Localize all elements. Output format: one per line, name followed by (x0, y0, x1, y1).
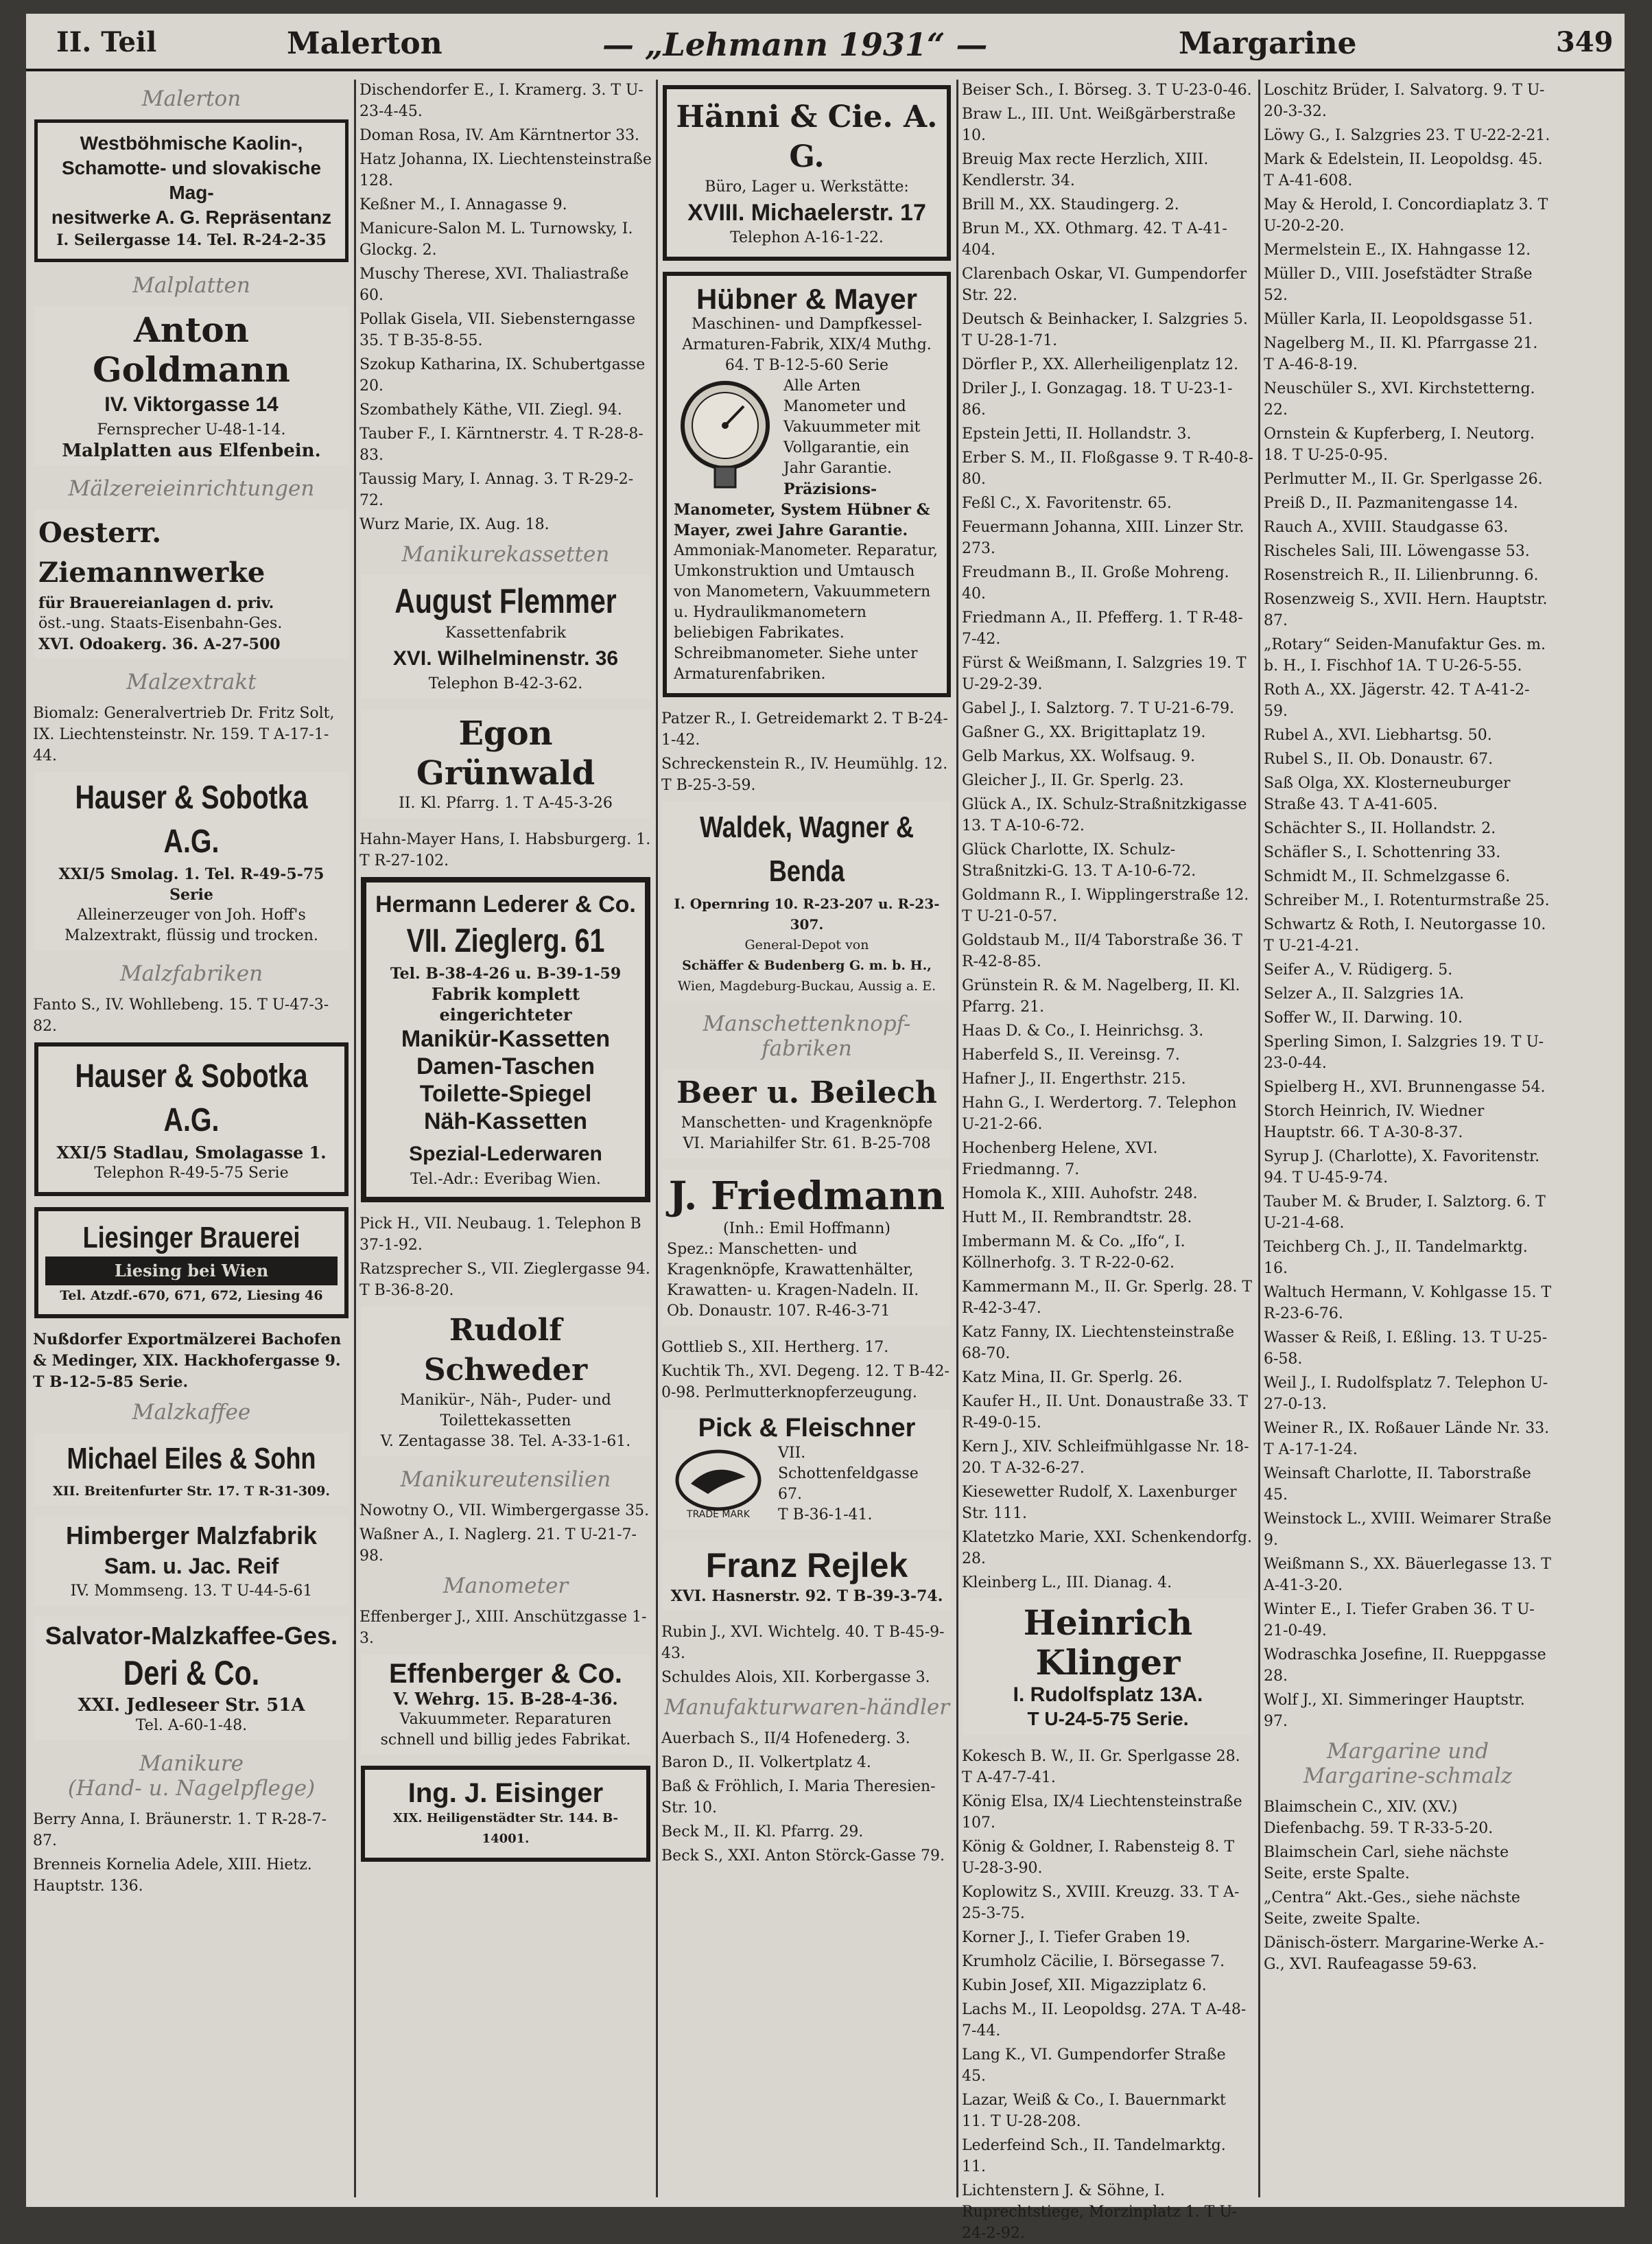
section-heading: Margarine und Margarine-schmalz (1303, 1739, 1513, 1788)
directory-entry: Rischeles Sali, III. Löwengasse 53. (1264, 543, 1530, 560)
directory-entry: Beiser Sch., I. Börseg. 3. T U-23-0-46. (962, 82, 1252, 99)
directory-entry: Clarenbach Oskar, VI. Gumpendorfer Str. 22. (962, 266, 1247, 304)
directory-entry: Friedmann A., II. Pfefferg. 1. T R-48-7-42. (962, 609, 1243, 648)
ad-effenberger: Effenberger & Co. V. Wehrg. 15. B-28-4-36. Vakuummeter. Reparaturen schnell und billig jedes Fabrikat. (361, 1655, 650, 1755)
ad-waldek: Waldek, Wagner & Benda I. Opernring 10. R-23-207 u. R-23-307. General-Depot von Schäffer & Budenberg G. m. b. H., Wien, Magdeburg-Buckau, Aussig a. E. (663, 802, 951, 1001)
column-rule (656, 80, 658, 2197)
directory-entry: Soffer W., II. Darwing. 10. (1264, 1009, 1463, 1027)
directory-entry: Dörfler P., XX. Allerheiligenplatz 12. (962, 356, 1238, 373)
section-heading: Manufakturwaren-händler (663, 1695, 950, 1720)
directory-entry: Hafner J., II. Engerthstr. 215. (962, 1071, 1186, 1088)
ad-himberger: Himberger Malzfabrik Sam. u. Jac. Reif IV. Mommseng. 13. T U-44-5-61 (34, 1517, 349, 1606)
entry-list (1264, 80, 1552, 1732)
directory-entry: Beck M., II. Kl. Pfarrg. 29. (661, 1823, 864, 1840)
ad-goldmann: Anton Goldmann IV. Viktorgasse 14 Fernsprecher U-48-1-14. Malplatten aus Elfenbein. (34, 306, 349, 465)
directory-page (26, 14, 1625, 2242)
running-title: — „Lehmann 1931“ — (602, 26, 988, 63)
section-heading: Manikure (139, 1751, 244, 1776)
directory-entry: „Rotary“ Seiden-Manufaktur Ges. m. b. H., I. Fischhof 1A. T U-26-5-55. (1264, 636, 1546, 675)
section-heading: Malzfabriken (119, 961, 263, 986)
entry-hahn-mayer: Hahn-Mayer Hans, I. Habsburgerg. 1. T R-27-102. (359, 831, 651, 869)
entry-list (962, 1746, 1254, 2244)
entry-wassner: Waßner A., I. Naglerg. 21. T U-21-7-98. (359, 1526, 637, 1565)
directory-entry: Weil J., I. Rudolfsplatz 7. Telephon U-27-0-13. (1264, 1375, 1548, 1413)
ad-klinger: Heinrich Klinger I. Rudolfsplatz 13A. T U-24-5-75 Serie. (963, 1599, 1253, 1735)
entry-patzer: Patzer R., I. Getreidemarkt 2. T B-24-1-42. (661, 710, 948, 749)
directory-entry: Lachs M., II. Leopoldsg. 27A. T A-48-7-44. (962, 2001, 1247, 2040)
directory-entry: Schächter S., II. Hollandstr. 2. (1264, 820, 1496, 837)
directory-entry: Rubel A., XVI. Liebhartsg. 50. (1264, 727, 1492, 744)
ad-haenni: Hänni & Cie. A. G. Büro, Lager u. Werkstätte: XVIII. Michaelerstr. 17 Telephon A-16-1-22. (663, 85, 951, 261)
directory-entry: Nagelberg M., II. Kl. Pfarrgasse 21. T A-46-8-19. (1264, 335, 1538, 373)
section-heading: Malerton (141, 86, 241, 111)
directory-entry: Wolf J., XI. Simmeringer Hauptstr. 97. (1264, 1692, 1525, 1730)
directory-entry: Löwy G., I. Salzgries 23. T U-22-2-21. (1264, 127, 1550, 144)
section-heading: Malzextrakt (126, 670, 257, 694)
directory-entry: Kokesch B. W., II. Gr. Sperlgasse 28. T A-47-7-41. (962, 1748, 1240, 1786)
directory-entry: Schmidt M., II. Schmelzgasse 6. (1264, 868, 1511, 885)
directory-entry: Homola K., XIII. Auhofstr. 248. (962, 1185, 1198, 1202)
directory-entry: Schäfler S., I. Schottenring 33. (1264, 844, 1501, 861)
ad-gruenwald: Egon Grünwald II. Kl. Pfarrg. 1. T A-45-3-26 (361, 710, 650, 818)
ad-friedmann: J. Friedmann (Inh.: Emil Hoffmann) Spez.: Manschetten- und Kragenknöpfe, Krawattenhälter, Krawatten- u. Kragen-Nadeln. II. Ob. Donaustr. 107. R-46-3-71 (663, 1169, 951, 1326)
directory-entry: Fürst & Weißmann, I. Salzgries 19. T U-29-2-39. (962, 655, 1247, 693)
directory-entry: Brun M., XX. Othmarg. 42. T A-41-404. (962, 220, 1227, 259)
entry-schreckenstein: Schreckenstein R., IV. Heumühlg. 12. T B-25-3-59. (661, 756, 948, 794)
directory-entry: Tauber F., I. Kärntnerstr. 4. T R-28-8-83. (359, 425, 644, 464)
directory-entry: Muschy Therese, XVI. Thaliastraße 60. (359, 266, 629, 304)
column-4 (962, 80, 1254, 2242)
directory-entry: Rubel S., II. Ob. Donaustr. 67. (1264, 751, 1494, 768)
directory-entry: Rosenstreich R., II. Lilienbrunng. 6. (1264, 567, 1539, 584)
entry-fanto: Fanto S., IV. Wohllebeng. 15. T U-47-3-82. (33, 996, 329, 1035)
section-right: Margarine (1179, 26, 1357, 61)
ad-rejlek: Franz Rejlek XVI. Hasnerstr. 92. T B-39-3-74. (663, 1541, 951, 1611)
directory-entry: Mark & Edelstein, II. Leopoldsg. 45. T A-41-608. (1264, 151, 1543, 189)
directory-entry: Kern J., XIV. Schleifmühlgasse Nr. 18-20. T A-32-6-27. (962, 1438, 1249, 1477)
entry-brenneis: Brenneis Kornelia Adele, XIII. Hietz. Hauptstr. 136. (33, 1856, 312, 1895)
directory-entry: Haas D. & Co., I. Heinrichsg. 3. (962, 1022, 1204, 1040)
entry-list (661, 1728, 952, 1867)
directory-entry: Baron D., II. Volkertplatz 4. (661, 1754, 871, 1771)
directory-entry: Feßl C., X. Favoritenstr. 65. (962, 495, 1172, 512)
directory-entry: Keßner M., I. Annagasse 9. (359, 196, 567, 213)
directory-entry: Seifer A., V. Rüdigerg. 5. (1264, 961, 1453, 979)
directory-entry: Dischendorfer E., I. Kramerg. 3. T U-23-4-45. (359, 82, 644, 120)
directory-entry: Goldstaub M., II/4 Taborstraße 36. T R-42-8-85. (962, 932, 1242, 970)
directory-entry: Gabel J., I. Salztorg. 7. T U-21-6-79. (962, 700, 1235, 717)
entry-schuldes: Schuldes Alois, XII. Korbergasse 3. (661, 1669, 930, 1686)
ad-beer-beilech: Beer u. Beilech Manschetten- und Kragenknöpfe VI. Mariahilfer Str. 61. B-25-708 (663, 1069, 951, 1158)
entry-nussdorfer: Nußdorfer Exportmälzerei Bachofen & Medinger, XIX. Hackhofergasse 9. T B-12-5-85 Serie. (33, 1331, 342, 1391)
directory-entry: Saß Olga, XX. Klosterneuburger Straße 43. T A-41-605. (1264, 775, 1511, 813)
directory-entry: Hutt M., II. Rembrandtstr. 28. (962, 1209, 1192, 1226)
section-subheading: (Hand- u. Nagelpflege) (67, 1776, 316, 1801)
directory-entry: Koplowitz S., XVIII. Kreuzg. 33. T A-25-3-75. (962, 1884, 1240, 1922)
column-rule (354, 80, 356, 2197)
directory-entry: Kaufer H., II. Unt. Donaustraße 33. T R-49-0-15. (962, 1393, 1248, 1431)
directory-entry: Müller Karla, II. Leopoldsgasse 51. (1264, 311, 1533, 328)
directory-entry: Lederfeind Sch., II. Tandelmarktg. 11. (962, 2137, 1226, 2175)
ad-schweder: Rudolf Schweder Manikür-, Näh-, Puder- und Toilettekassetten V. Zentagasse 38. Tel. A-33-1-61. (361, 1307, 650, 1456)
section-heading: Manschettenknopf-fabriken (703, 1012, 911, 1061)
directory-entry: Weinstock L., XVIII. Weimarer Straße 9. (1264, 1510, 1552, 1549)
entry-kuchtik: Kuchtik Th., XVI. Degeng. 12. T B-42-0-98. Perlmutterknopferzeugung. (661, 1363, 949, 1401)
page-number: 349 (1556, 26, 1614, 58)
directory-entry: Preiß D., II. Pazmanitengasse 14. (1264, 495, 1518, 512)
section-heading: Malplatten (132, 273, 250, 298)
column-5 (1264, 80, 1552, 2197)
directory-entry: Epstein Jetti, II. Hollandstr. 3. (962, 425, 1192, 443)
directory-entry: Haberfeld S., II. Vereinsg. 7. (962, 1047, 1180, 1064)
directory-entry: Glück Charlotte, IX. Schulz-Straßnitzki-G. 13. T A-10-6-72. (962, 841, 1196, 880)
section-heading: Manikurekassetten (401, 542, 610, 567)
directory-entry: Müller D., VIII. Josefstädter Straße 52. (1264, 266, 1533, 304)
column-rule (1258, 80, 1260, 2197)
directory-entry: Weinsaft Charlotte, II. Taborstraße 45. (1264, 1465, 1531, 1504)
directory-entry: Waltuch Hermann, V. Kohlgasse 15. T R-23-6-76. (1264, 1284, 1552, 1322)
entry-blaimschein-1: Blaimschein C., XIV. (XV.) Diefenbachg. 59. T R-33-5-20. (1264, 1799, 1494, 1837)
directory-entry: Teichberg Ch. J., II. Tandelmarktg. 16. (1264, 1239, 1528, 1277)
directory-entry: Selzer A., II. Salzgries 1A. (1264, 985, 1465, 1003)
entry-berry: Berry Anna, I. Bräunerstr. 1. T R-28-7-87. (33, 1811, 327, 1849)
ad-hauser-sobotka-2: Hauser & Sobotka A.G. XXI/5 Stadlau, Smolagasse 1. Telephon R-49-5-75 Serie (34, 1042, 349, 1196)
directory-entry: Ornstein & Kupferberg, I. Neutorg. 18. T U-25-0-95. (1264, 425, 1535, 464)
directory-entry: Breuig Max recte Herzlich, XIII. Kendlerstr. 34. (962, 151, 1209, 189)
entry-daenisch: Dänisch-österr. Margarine-Werke A.-G., XVI. Raufeagasse 59-63. (1264, 1935, 1544, 1973)
directory-entry: Kammermann M., II. Gr. Sperlg. 28. T R-42-3-47. (962, 1278, 1253, 1317)
directory-entry: Taussig Mary, I. Annag. 3. T R-29-2-72. (359, 471, 634, 509)
directory-entry: Storch Heinrich, IV. Wiedner Hauptstr. 66. T A-30-8-37. (1264, 1103, 1485, 1141)
entry-nowotny: Nowotny O., VII. Wimbergergasse 35. (359, 1502, 650, 1519)
ad-eiles: Michael Eiles & Sohn XII. Breitenfurter Str. 17. T R-31-309. (34, 1433, 349, 1506)
directory-entry: Weißmann S., XX. Bäuerlegasse 13. T A-41-3-20. (1264, 1556, 1551, 1594)
directory-entry: Erber S. M., II. Floßgasse 9. T R-40-8-80. (962, 449, 1253, 488)
directory-entry: Kleinberg L., III. Dianag. 4. (962, 1574, 1172, 1591)
directory-entry: Schwartz & Roth, I. Neutorgasse 10. T U-21-4-21. (1264, 916, 1546, 955)
directory-entry: Kiesewetter Rudolf, X. Laxenburger Str. 111. (962, 1484, 1237, 1522)
entry-blaimschein-2: Blaimschein Carl, siehe nächste Seite, erste Spalte. (1264, 1844, 1509, 1882)
directory-entry: Lichtenstern J. & Söhne, I. Ruprechtstiege, Morzinplatz 1. T U-24-2-92. (962, 2182, 1237, 2242)
directory-entry: Winter E., I. Tiefer Graben 36. T U-21-0-49. (1264, 1601, 1535, 1639)
ad-hauser-sobotka-1: Hauser & Sobotka A.G. XXI/5 Smolag. 1. Tel. R-49-5-75 Serie Alleinerzeuger von Joh. Hoff's Malzextrakt, flüssig und trocken. (34, 772, 349, 950)
directory-entry: Manicure-Salon M. L. Turnowsky, I. Glockg. 2. (359, 220, 633, 259)
directory-entry: Schreiber M., I. Rotenturmstraße 25. (1264, 892, 1550, 909)
directory-entry: König Elsa, IX/4 Liechtensteinstraße 107. (962, 1793, 1242, 1832)
directory-entry: Glück A., IX. Schulz-Straßnitzkigasse 13. T A-10-6-72. (962, 796, 1247, 834)
directory-entry: Spielberg H., XVI. Brunnengasse 54. (1264, 1079, 1546, 1096)
ad-ziemannwerke: Oesterr. Ziemannwerke für Brauereianlagen d. priv. öst.-ung. Staats-Eisenbahn-Ges. XVI. Odoakerg. 36. A-27-500 (34, 509, 349, 659)
directory-entry: Driler J., I. Gonzagag. 18. T U-23-1-86. (962, 380, 1233, 419)
section-heading: Manikureutensilien (400, 1467, 611, 1492)
entry-list (359, 80, 652, 535)
part-label: II. Teil (56, 26, 157, 58)
column-3 (661, 80, 952, 2197)
manometer-gauge-illustration (674, 379, 777, 495)
directory-entry: Weiner R., IX. Roßauer Lände Nr. 33. T A-17-1-24. (1264, 1420, 1550, 1458)
directory-entry: Gleicher J., II. Gr. Sperlg. 23. (962, 772, 1184, 789)
ad-eisinger: Ing. J. Eisinger XIX. Heiligenstädter Str. 144. B-14001. (361, 1766, 650, 1862)
directory-entry: Goldmann R., I. Wipplingerstraße 12. T U-21-0-57. (962, 887, 1249, 925)
directory-entry: Wodraschka Josefine, II. Rueppgasse 28. (1264, 1646, 1546, 1685)
section-heading: Mälzereieinrichtungen (68, 476, 315, 501)
entry-effenberger-j: Effenberger J., XIII. Anschützgasse 1-3. (359, 1609, 647, 1647)
entry-biomalz: Biomalz: Generalvertrieb Dr. Fritz Solt, IX. Liechtensteinstr. Nr. 159. T A-17-1-44. (33, 705, 335, 764)
directory-entry: Korner J., I. Tiefer Graben 19. (962, 1929, 1190, 1946)
column-2 (359, 80, 652, 2197)
ad-salvator: Salvator-Malzkaffee-Ges. Deri & Co. XXI. Jedleseer Str. 51A Tel. A-60-1-48. (34, 1617, 349, 1740)
ad-westbohmische: Westböhmische Kaolin-, Schamotte- und slovakische Mag- nesitwerke A. G. Repräsentanz I. Seilergasse 14. Tel. R-24-2-35 (34, 119, 349, 262)
directory-entry: Sperling Simon, I. Salzgries 19. T U-23-0-44. (1264, 1033, 1544, 1072)
entry-pick: Pick H., VII. Neubaug. 1. Telephon B 37-1-92. (359, 1215, 641, 1254)
directory-entry: Rosenzweig S., XVII. Hern. Hauptstr. 87. (1264, 591, 1548, 629)
directory-entry: König & Goldner, I. Rabensteig 8. T U-28-3-90. (962, 1838, 1235, 1877)
directory-entry: Wurz Marie, IX. Aug. 18. (359, 516, 550, 533)
directory-entry: Imbermann M. & Co. „Ifo“, I. Köllnerhofg. 3. T R-22-0-62. (962, 1233, 1185, 1272)
directory-entry: Perlmutter M., II. Gr. Sperlgasse 26. (1264, 471, 1543, 488)
entry-centra: „Centra“ Akt.-Ges., siehe nächste Seite, zweite Spalte. (1264, 1889, 1520, 1928)
directory-entry: Doman Rosa, IV. Am Kärntnertor 33. (359, 127, 640, 144)
directory-entry: Neuschüler S., XVI. Kirchstetterng. 22. (1264, 380, 1535, 419)
directory-entry: Mermelstein E., IX. Hahngasse 12. (1264, 242, 1531, 259)
ad-lederer: Hermann Lederer & Co. VII. Zieglerg. 61 Tel. B-38-4-26 u. B-39-1-59 Fabrik komplett eingerichteter Manikür-Kassetten Damen-Taschen Toilette-Spiegel Näh-Kassetten Spezial-Lederwaren Tel.-Adr.: Everibag Wien. (361, 877, 650, 1202)
directory-entry: Freudmann B., II. Große Mohreng. 40. (962, 564, 1229, 603)
entry-ratzsprecher: Ratzsprecher S., VII. Zieglergasse 94. T B-36-8-20. (359, 1261, 650, 1299)
directory-entry: Tauber M. & Bruder, I. Salztorg. 6. T U-21-4-68. (1264, 1193, 1546, 1232)
directory-entry: Szokup Katharina, IX. Schubertgasse 20. (359, 356, 646, 395)
section-heading: Malzkaffee (132, 1400, 251, 1425)
directory-entry: Brill M., XX. Staudingerg. 2. (962, 196, 1179, 213)
ad-huebner-mayer: Hübner & Mayer Maschinen- und Dampfkessel-Armaturen-Fabrik, XIX/4 Muthg. 64. T B-12-5-60 Serie Alle Arten Manometer und Vakuummeter mit Vollgarantie, ein Jahr Garantie. Präzisions-Manometer, System Hübner & Mayer, zwei Jahre Garantie. Ammoniak-Manometer. Reparatur, Umkonstruktion und Umtausch von Manometern, Vakuummetern u. Hydraulikmanometern beliebigen Fabrikates. Schreibmanometer. Siehe unter Armaturenfabriken. (663, 272, 951, 697)
directory-entry: Pollak Gisela, VII. Siebensterngasse 35. T B-35-8-55. (359, 311, 636, 349)
directory-entry: Grünstein R. & M. Nagelberg, II. Kl. Pfarrg. 21. (962, 977, 1240, 1016)
section-heading: Manometer (442, 1574, 569, 1598)
directory-entry: Braw L., III. Unt. Weißgärberstraße 10. (962, 106, 1236, 144)
ad-pick-fleischner: Pick & Fleischner TRADE MARK VII. Schottenfeldgasse 67. T B-36-1-41. (663, 1409, 951, 1530)
directory-entry: Krumholz Cäcilie, I. Börsegasse 7. (962, 1953, 1225, 1970)
entry-list (962, 80, 1254, 1593)
directory-entry: Rauch A., XVIII. Staudgasse 63. (1264, 519, 1509, 536)
directory-entry: Loschitz Brüder, I. Salvatorg. 9. T U-20-3-32. (1264, 82, 1545, 120)
directory-entry: Baß & Fröhlich, I. Maria Theresien-Str. 10. (661, 1778, 936, 1816)
directory-entry: Deutsch & Beinhacker, I. Salzgries 5. T U-28-1-71. (962, 311, 1248, 349)
trademark-logo-icon (667, 1446, 770, 1521)
column-rule (956, 80, 958, 2197)
entry-rubin: Rubin J., XVI. Wichtelg. 40. T B-45-9-43. (661, 1624, 945, 1662)
directory-entry: Szombathely Käthe, VII. Ziegl. 94. (359, 401, 622, 419)
directory-entry: Wasser & Reiß, I. Eßling. 13. T U-25-6-58. (1264, 1329, 1548, 1368)
column-1 (33, 80, 350, 2197)
page-header (26, 14, 1625, 71)
directory-entry: Katz Fanny, IX. Liechtensteinstraße 68-70. (962, 1324, 1235, 1362)
directory-entry: Katz Mina, II. Gr. Sperlg. 26. (962, 1369, 1183, 1386)
directory-entry: Roth A., XX. Jägerstr. 42. T A-41-2-59. (1264, 681, 1530, 720)
directory-entry: Hochenberg Helene, XVI. Friedmanng. 7. (962, 1140, 1158, 1178)
directory-entry: Hahn G., I. Werdertorg. 7. Telephon U-21-2-66. (962, 1095, 1237, 1133)
trademark-label: TRADE MARK (687, 1509, 750, 1520)
directory-entry: Lazar, Weiß & Co., I. Bauernmarkt 11. T U-28-208. (962, 2092, 1226, 2130)
directory-entry: Auerbach S., II/4 Hofenederg. 3. (661, 1730, 910, 1747)
directory-entry: Feuermann Johanna, XIII. Linzer Str. 273. (962, 519, 1244, 557)
directory-entry: May & Herold, I. Concordiaplatz 3. T U-20-2-20. (1264, 196, 1548, 235)
directory-entry: Syrup J. (Charlotte), X. Favoritenstr. 94. T U-45-9-74. (1264, 1148, 1540, 1187)
directory-entry: Lang K., VI. Gumpendorfer Straße 45. (962, 2046, 1226, 2085)
directory-entry: Kubin Josef, XII. Migazziplatz 6. (962, 1977, 1207, 1994)
entry-gottlieb: Gottlieb S., XII. Hertherg. 17. (661, 1339, 889, 1356)
ad-liesinger-brauerei: Liesinger Brauerei Liesing bei Wien Tel. Atzdf.-670, 671, 672, Liesing 46 (34, 1207, 349, 1318)
directory-entry: Beck S., XXI. Anton Störck-Gasse 79. (661, 1847, 945, 1865)
directory-entry: Klatetzko Marie, XXI. Schenkendorfg. 28. (962, 1529, 1252, 1567)
directory-entry: Gelb Markus, XX. Wolfsaug. 9. (962, 748, 1196, 765)
section-left: Malerton (287, 26, 442, 61)
ad-flemmer: August Flemmer Kassettenfabrik XVI. Wilhelminenstr. 36 Telephon B-42-3-62. (361, 575, 650, 699)
directory-entry: Hatz Johanna, IX. Liechtensteinstraße 128. (359, 151, 652, 189)
directory-entry: Gaßner G., XX. Brigittaplatz 19. (962, 724, 1206, 741)
